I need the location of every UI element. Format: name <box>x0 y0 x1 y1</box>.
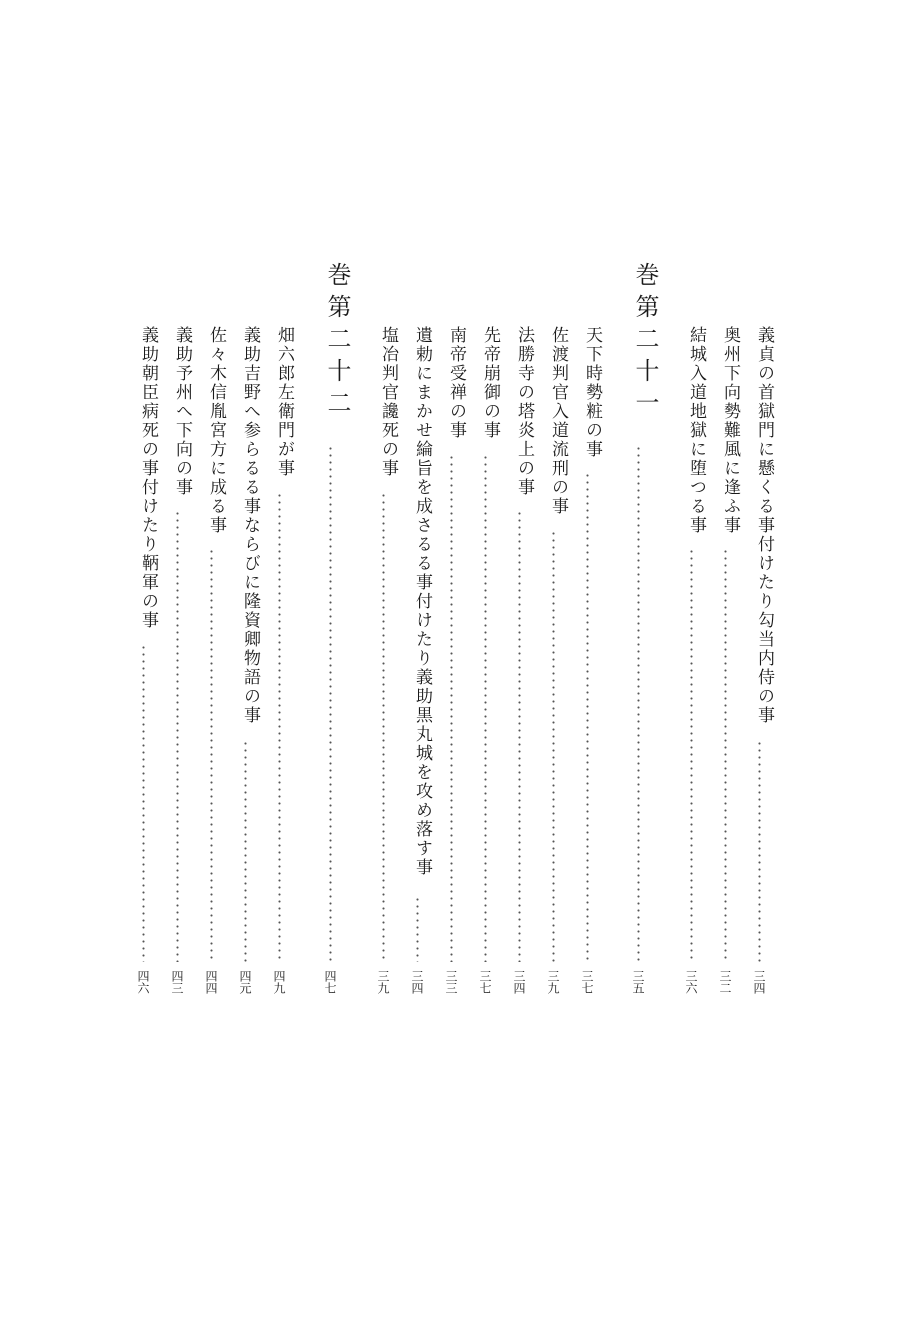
toc-entry-title: 義貞の首獄門に懸くる事付けたり勾当内侍の事 <box>754 326 774 725</box>
toc-entry-page: 三九 <box>546 970 560 994</box>
dot-leader <box>518 510 521 962</box>
toc-entry-page: 三四 <box>752 970 766 994</box>
toc-entry-page: 三二 <box>718 970 732 994</box>
toc-entry-page: 四六 <box>136 970 150 994</box>
toc-entry-page: 四九 <box>272 970 286 994</box>
dot-leader <box>382 492 385 962</box>
dot-leader <box>176 510 179 962</box>
toc-entry-title: 佐々木信胤宮方に成る事 <box>206 326 226 535</box>
dot-leader <box>278 492 281 962</box>
dot-leader <box>244 740 247 962</box>
volume-heading: 巻第二十二 <box>323 262 351 422</box>
toc-entry-title: 結城入道地獄に堕つる事 <box>686 326 706 535</box>
dot-leader <box>586 472 589 962</box>
dot-leader <box>724 548 727 962</box>
toc-entry-title: 義助朝臣病死の事付けたり鞆軍の事 <box>138 326 158 630</box>
toc-entry-title: 奥州下向勢難風に逢ふ事 <box>720 326 740 535</box>
volume-page: 三五 <box>631 970 645 994</box>
toc-entry-title: 畑六郎左衛門が事 <box>274 326 294 478</box>
toc-entry-page: 三四 <box>410 970 424 994</box>
toc-entry-page: 三七 <box>478 970 492 994</box>
dot-leader <box>210 548 213 962</box>
toc-entry-page: 四四 <box>204 970 218 994</box>
toc-entry-title: 義助吉野へ参らるる事ならびに隆資卿物語の事 <box>240 326 260 725</box>
toc-entry-page: 四元 <box>238 970 252 994</box>
toc-entry-title: 南帝受禅の事 <box>446 326 466 440</box>
toc-entry-page: 三七 <box>580 970 594 994</box>
volume-heading: 巻第二十一 <box>631 262 659 422</box>
toc-entry-page: 三四 <box>512 970 526 994</box>
dot-leader <box>450 454 453 962</box>
toc-entry-title: 法勝寺の塔炎上の事 <box>514 326 534 497</box>
toc-entry-page: 四三 <box>170 970 184 994</box>
dot-leader <box>484 454 487 962</box>
dot-leader <box>416 896 419 962</box>
toc-entry-page: 三九 <box>376 970 390 994</box>
dot-leader <box>142 644 145 962</box>
volume-page: 四七 <box>323 970 337 994</box>
dot-leader <box>552 530 555 962</box>
dot-leader <box>329 445 332 962</box>
toc-entry-title: 佐渡判官入道流刑の事 <box>548 326 568 516</box>
toc-entry-title: 義助予州へ下向の事 <box>172 326 192 497</box>
dot-leader <box>637 445 640 962</box>
toc-entry-title: 先帝崩御の事 <box>480 326 500 440</box>
toc-entry-page: 三六 <box>684 970 698 994</box>
dot-leader <box>690 548 693 962</box>
toc-entry-title: 天下時勢粧の事 <box>582 326 602 459</box>
toc-entry-title: 遺勅にまかせ綸旨を成さるる事付けたり義助黒丸城を攻め落す事 <box>412 326 432 877</box>
toc-entry-title: 塩冶判官讒死の事 <box>378 326 398 478</box>
toc-entry-page: 三三 <box>444 970 458 994</box>
dot-leader <box>758 740 761 962</box>
